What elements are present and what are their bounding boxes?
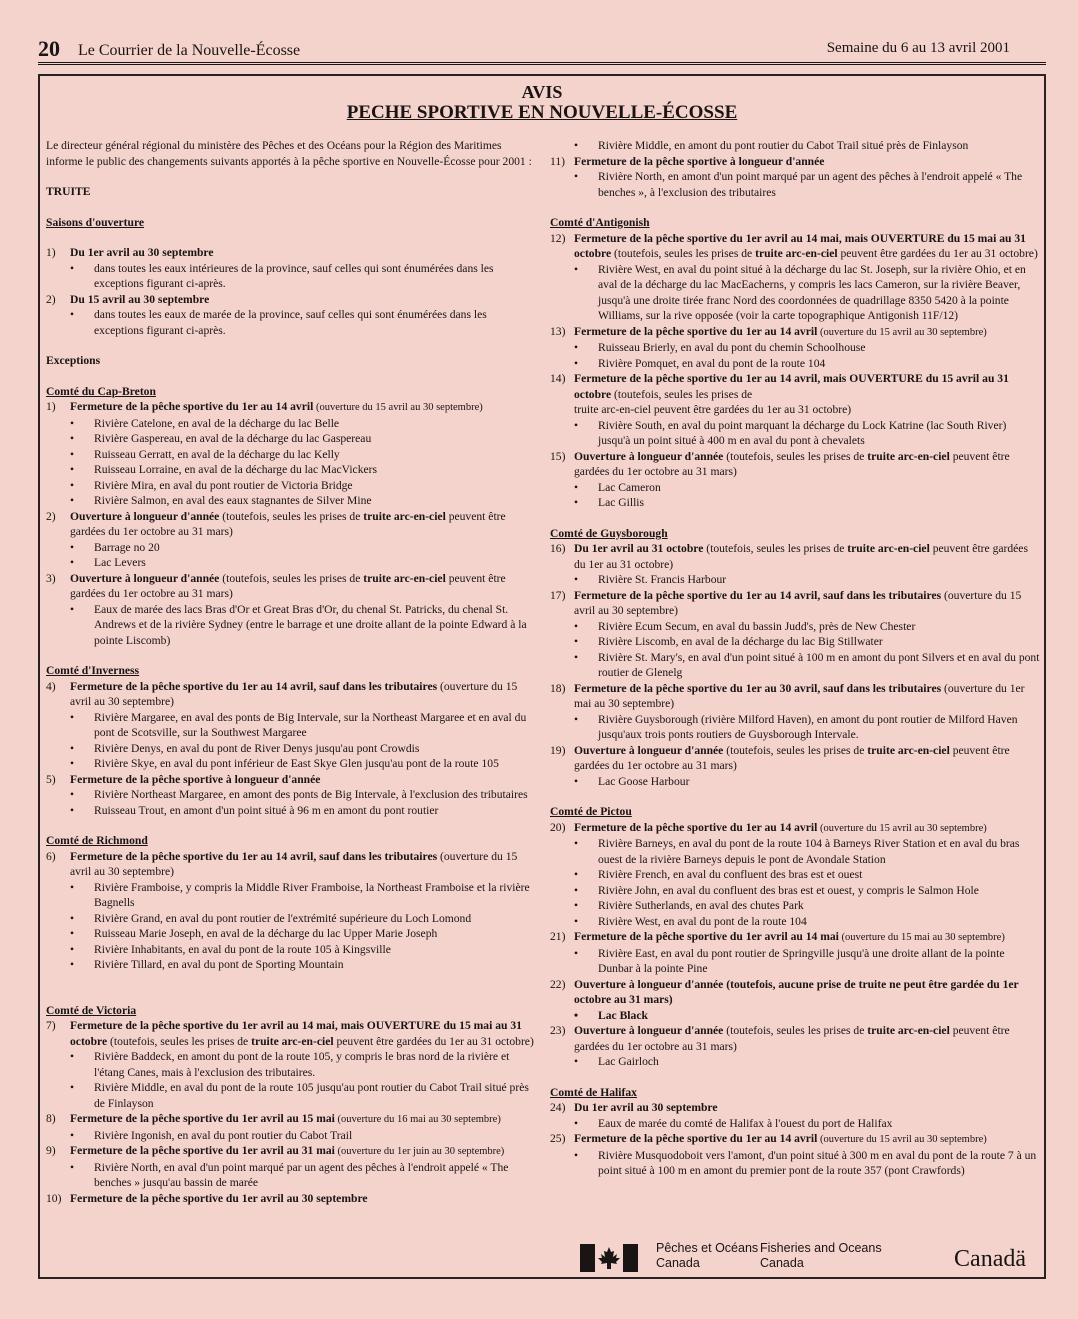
list-item: • Rivière Northeast Margaree, en amont des ponts de Big Intervale, à l'exclusion des tributaires <box>46 787 538 803</box>
notice-title: PECHE SPORTIVE EN NOUVELLE-ÉCOSSE <box>346 102 738 123</box>
list-item: 21) Fermeture de la pêche sportive du 1er avril au 14 mai (ouverture du 15 mai au 30 septembre) <box>550 930 1005 943</box>
list-item: 7) Fermeture de la pêche sportive du 1er avril au 14 mai, mais OUVERTURE du 15 mai au 31 octobre (toutefois, seules les prises de truite arc-en-ciel peuvent être gardées du 1er au 31 octobre) <box>46 1019 534 1048</box>
masthead <box>38 38 1046 65</box>
list-item: • Rivière Middle, en amont du pont routier du Cabot Trail situé près de Finlayson <box>550 138 1040 154</box>
heading-pictou: Comté de Pictou <box>550 805 632 818</box>
heading-cap-breton: Comté du Cap-Breton <box>46 384 156 398</box>
list-item: 23) Ouverture à longueur d'année (toutefois, seules les prises de truite arc-en-ciel peuvent être gardées du 1er octobre au 31 mars) <box>550 1024 1010 1053</box>
list-item: 4) Fermeture de la pêche sportive du 1er au 14 avril, sauf dans les tributaires (ouverture du 15 avril au 30 septembre) <box>46 679 518 708</box>
list-item: • Rivière Ecum Secum, en aval du bassin Judd's, près de New Chester <box>550 619 1040 635</box>
list-item: 11) Fermeture de la pêche sportive à longueur d'année <box>550 154 825 168</box>
list-item: 3) Ouverture à longueur d'année (toutefois, seules les prises de truite arc-en-ciel peuvent être gardées du 1er octobre au 31 mars) <box>46 571 506 600</box>
list-item: • Rivière Grand, en aval du pont routier de l'extrémité supérieure du Loch Lomond <box>46 911 538 927</box>
list-item: 1) Du 1er avril au 30 septembre <box>46 246 214 259</box>
heading-richmond: Comté de Richmond <box>46 834 148 847</box>
notice-avis: AVIS <box>521 82 563 102</box>
list-item: 19) Ouverture à longueur d'année (toutefois, seules les prises de truite arc-en-ciel peuvent être gardées du 1er octobre au 31 mars) <box>550 743 1010 772</box>
list-item: 1) Fermeture de la pêche sportive du 1er au 14 avril (ouverture du 15 avril au 30 septembre) <box>46 400 483 413</box>
list-item: 18) Fermeture de la pêche sportive du 1er au 30 avril, sauf dans les tributaires (ouverture du 1er mai au 30 septembre) <box>550 681 1025 710</box>
page-number: 20 <box>38 36 60 61</box>
list-item: • Rivière Gaspereau, en aval de la décharge du lac Gaspereau <box>46 431 538 447</box>
list-item: • Rivière Salmon, en aval des eaux stagnantes de Silver Mine <box>46 493 538 509</box>
list-item: • Rivière Margaree, en aval des ponts de Big Intervale, sur la Northeast Margaree et en aval du pont de Scotsville, sur la Southwest Margaree <box>46 710 538 741</box>
list-item: • Rivière East, en aval du pont routier de Springville jusqu'à une droite allant de la pointe Dunbar à la pointe Pine <box>550 946 1040 977</box>
list-item: • Rivière Catelone, en aval de la décharge du lac Belle <box>46 416 538 432</box>
list-item: • Rivière French, en aval du confluent des bras est et ouest <box>550 867 1040 883</box>
list-item: • Rivière Skye, en aval du pont inférieur de East Skye Glen jusqu'au pont de la route 105 <box>46 756 538 772</box>
left-column <box>46 138 538 1206</box>
list-item: • Rivière Sutherlands, en aval des chutes Park <box>550 898 1040 914</box>
list-item: 12) Fermeture de la pêche sportive du 1er avril au 14 mai, mais OUVERTURE du 15 mai au 31 octobre (toutefois, seules les prises de truite arc-en-ciel peuvent être gardées du 1er au 31 octobre) <box>550 231 1038 260</box>
list-item: • Rivière Denys, en aval du pont de River Denys jusqu'au pont Crowdis <box>46 741 538 757</box>
list-item: 16) Du 1er avril au 31 octobre (toutefois, seules les prises de truite arc-en-ciel peuvent être gardées du 1er au 31 octobre) <box>550 542 1028 571</box>
list-item: • Lac Levers <box>46 555 538 571</box>
list-item: • dans toutes les eaux de marée de la province, sauf celles qui sont énumérées dans les exceptions figurant ci-après. <box>46 307 538 338</box>
list-item: • Lac Goose Harbour <box>550 774 1040 790</box>
list-item: • Rivière Tillard, en aval du pont de Sporting Mountain <box>46 957 538 973</box>
list-item: • Rivière Barneys, en aval du pont de la route 104 à Barneys River Station et en aval du bras ouest de la rivière Barneys depuis le pont de Avondale Station <box>550 836 1040 867</box>
heading-antigonish: Comté d'Antigonish <box>550 216 650 229</box>
heading-saisons: Saisons d'ouverture <box>46 215 145 229</box>
list-item: • Ruisseau Trout, en amont d'un point situé à 96 m en amont du pont routier <box>46 803 538 819</box>
list-item: • Rivière Inhabitants, en aval du pont de la route 105 à Kingsville <box>46 942 538 958</box>
list-item: • Rivière Pomquet, en aval du pont de la route 104 <box>550 356 1040 372</box>
list-item: • Rivière North, en amont d'un point marqué par un agent des pêches à l'endroit appelé « The benches », à l'exclusion des tributaires <box>550 169 1040 200</box>
list-item: 24) Du 1er avril au 30 septembre <box>550 1101 718 1114</box>
newspaper-name: Le Courrier de la Nouvelle-Écosse <box>78 42 301 59</box>
list-item: • Barrage no 20 <box>46 540 538 556</box>
dfo-name-french: Pêches et Océans Canada <box>656 1241 759 1270</box>
list-item: 10) Fermeture de la pêche sportive du 1er avril au 30 septembre <box>46 1191 368 1205</box>
list-item: • Eaux de marée du comté de Halifax à l'ouest du port de Halifax <box>550 1116 1040 1132</box>
canada-wordmark: Canadä <box>954 1246 1026 1272</box>
list-item: • Ruisseau Marie Joseph, en aval de la décharge du lac Upper Marie Joseph <box>46 926 538 942</box>
list-item: 6) Fermeture de la pêche sportive du 1er au 14 avril, sauf dans les tributaires (ouverture du 15 avril au 30 septembre) <box>46 849 518 878</box>
list-item: • Lac Gillis <box>550 495 1040 511</box>
list-item: • Ruisseau Gerratt, en aval de la décharge du lac Kelly <box>46 447 538 463</box>
issue-week: Semaine du 6 au 13 avril 2001 <box>826 40 1010 56</box>
list-item: 14) Fermeture de la pêche sportive du 1er au 14 avril, mais OUVERTURE du 15 avril au 31 octobre (toutefois, seules les prises de truite arc-en-ciel peuvent être gardées du 1er au 31 octobre) <box>550 372 1009 416</box>
list-item: • Rivière Middle, en aval du pont de la route 105 jusqu'au pont routier du Cabot Trail situé près de Finlayson <box>46 1080 538 1111</box>
list-item: • Rivière John, en aval du confluent des bras est et ouest, y compris le Salmon Hole <box>550 883 1040 899</box>
list-item: • Rivière Ingonish, en aval du pont routier du Cabot Trail <box>46 1128 538 1144</box>
list-item: • Rivière South, en aval du point marquant la décharge du Lock Katrine (lac South River) jusqu'à un point situé à 400 m en aval du pont à chevalets <box>550 418 1040 449</box>
list-item: • Rivière West, en aval du point situé à la décharge du lac St. Joseph, sur la rivière Ohio, et en aval de la décharge du lac MacEacherns, y compris les lacs Cameron, sur la rivière Beaver, jusqu'à une droite tirée franc Nord des coordonnées de quadrillage 8350 5420 à la pointe Williams, sur la rive opposée (voir la carte topographique Antigonish 11F/12) <box>550 262 1040 324</box>
list-item: • Rivière West, en aval du pont de la route 104 <box>550 914 1040 930</box>
list-item: • Rivière North, en aval d'un point marqué par un agent des pêches à l'endroit appelé « The benches » jusqu'au bassin de marée <box>46 1160 538 1191</box>
dfo-name-english: Fisheries and Oceans Canada <box>760 1241 882 1270</box>
heading-halifax: Comté de Halifax <box>550 1085 637 1099</box>
list-item: • Rivière Baddeck, en amont du pont de la route 105, y compris le bras nord de la rivière et l'étang Canes, mais à l'exclusion des tributaires. <box>46 1049 538 1080</box>
list-item: • Rivière Framboise, y compris la Middle River Framboise, la Northeast Framboise et la rivière Bagnells <box>46 880 538 911</box>
notice-frame <box>38 74 1046 1279</box>
list-item: 2) Ouverture à longueur d'année (toutefois, seules les prises de truite arc-en-ciel peuvent être gardées du 1er octobre au 31 mars) <box>46 509 506 538</box>
list-item: 17) Fermeture de la pêche sportive du 1er au 14 avril, sauf dans les tributaires (ouverture du 15 avril au 30 septembre) <box>550 588 1022 617</box>
list-item: • dans toutes les eaux intérieures de la province, sauf celles qui sont énumérées dans les exceptions figurant ci-après. <box>46 261 538 292</box>
section-truite: TRUITE <box>46 185 91 198</box>
list-item: • Lac Cameron <box>550 480 1040 496</box>
heading-guysborough: Comté de Guysborough <box>550 526 668 540</box>
list-item: • Rivière St. Francis Harbour <box>550 572 1040 588</box>
list-item: 8) Fermeture de la pêche sportive du 1er avril au 15 mai (ouverture du 16 mai au 30 septembre) <box>46 1112 501 1125</box>
list-item: • Rivière Guysborough (rivière Milford Haven), en amont du pont routier de Milford Haven jusqu'aux trois ponts routiers de Guysborough Intervale. <box>550 712 1040 743</box>
heading-victoria: Comté de Victoria <box>46 1003 137 1017</box>
list-item: • Ruisseau Brierly, en aval du pont du chemin Schoolhouse <box>550 340 1040 356</box>
notice-header <box>40 82 1044 124</box>
list-item: • Rivière Musquodoboit vers l'amont, d'un point situé à 300 m en aval du pont de la route 7 à un point situé à 100 m en amont du premier pont de la route 357 (pont Crawfords) <box>550 1148 1040 1179</box>
list-item: • Rivière Liscomb, en aval de la décharge du lac Big Stillwater <box>550 634 1040 650</box>
list-item: 5) Fermeture de la pêche sportive à longueur d'année <box>46 772 321 786</box>
list-item: • Eaux de marée des lacs Bras d'Or et Great Bras d'Or, du chenal St. Patricks, du chenal St. Andrews et de la rivière Sydney (entre le barrage et une droite allant de la pointe Edward à la pointe Liscomb) <box>46 602 538 649</box>
list-item: 22) Ouverture à longueur d'année (toutefois, aucune prise de truite ne peut être gardée du 1er octobre au 31 mars) <box>550 977 1019 1006</box>
list-item: 9) Fermeture de la pêche sportive du 1er avril au 31 mai (ouverture du 1er juin au 30 septembre) <box>46 1144 505 1157</box>
list-item: • Ruisseau Lorraine, en aval de la décharge du lac MacVickers <box>46 462 538 478</box>
list-item: • Lac Gairloch <box>550 1054 1040 1070</box>
list-item: 2) Du 15 avril au 30 septembre <box>46 292 210 306</box>
list-item: 13) Fermeture de la pêche sportive du 1er au 14 avril (ouverture du 15 avril au 30 septembre) <box>550 324 987 338</box>
heading-inverness: Comté d'Inverness <box>46 664 140 677</box>
government-signature <box>576 1236 1036 1276</box>
intro-paragraph: Le directeur général régional du ministère des Pêches et des Océans pour la Région des Maritimes informe le public des changements suivants apportés à la pêche sportive en Nouvelle-Écosse pour 2001 : <box>46 139 532 168</box>
list-item: 15) Ouverture à longueur d'année (toutefois, seules les prises de truite arc-en-ciel peuvent être gardées du 1er octobre au 31 mars) <box>550 449 1010 478</box>
heading-exceptions: Exceptions <box>46 354 101 367</box>
list-item: • Rivière Mira, en aval du pont routier de Victoria Bridge <box>46 478 538 494</box>
right-column <box>550 138 1040 1179</box>
canada-flag-icon <box>580 1244 638 1272</box>
list-item: • Lac Black <box>550 1008 1040 1024</box>
list-item: • Rivière St. Mary's, en aval d'un point situé à 100 m en amont du pont Silvers et en aval du pont routier de Glenelg <box>550 650 1040 681</box>
list-item: 25) Fermeture de la pêche sportive du 1er au 14 avril (ouverture du 15 avril au 30 septembre) <box>550 1132 987 1145</box>
list-item: 20) Fermeture de la pêche sportive du 1er au 14 avril (ouverture du 15 avril au 30 septembre) <box>550 820 987 834</box>
